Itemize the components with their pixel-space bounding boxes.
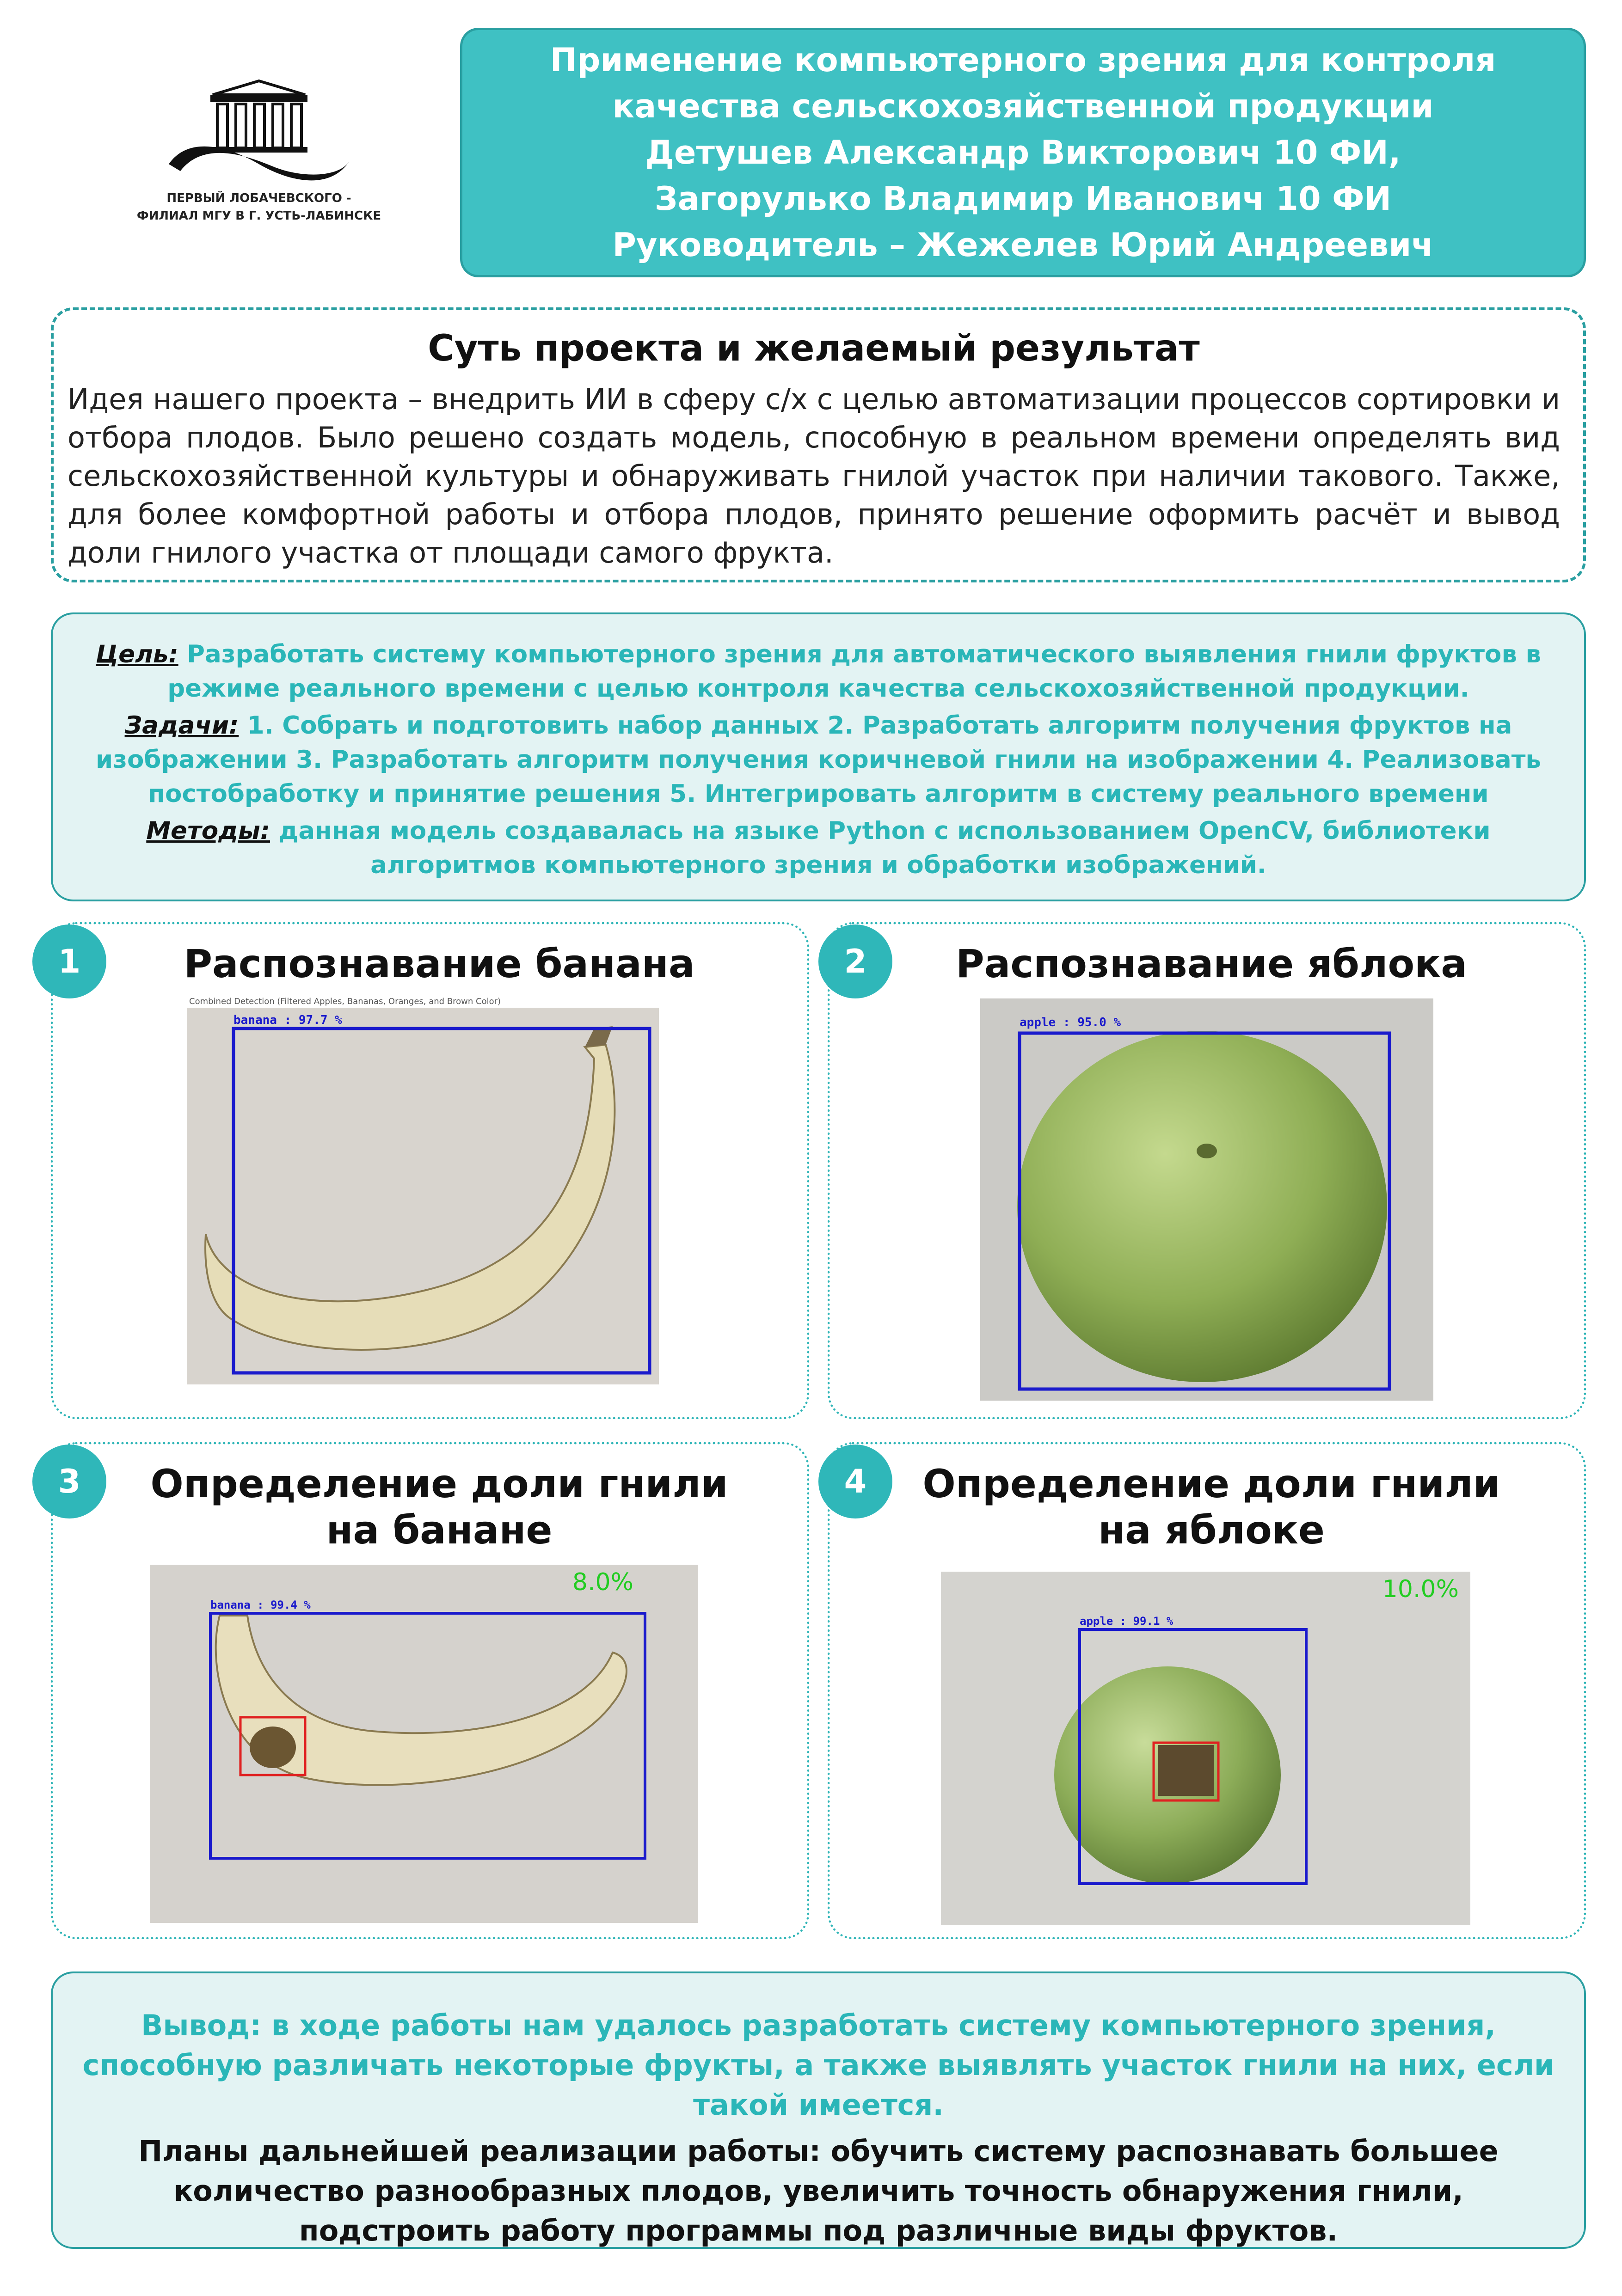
section-text: Идея нашего проекта – внедрить ИИ в сферу с/х с целью автоматизации процессов сортировки и отбора плодов. Было решено создать модель, способную в реальном времени определять вид сельскохозяйственной культуры и обнаруживать гнилой участок при наличии такового. Также, для более комфортной работы и отбора плодов, принято решение оформить расчёт и вывод доли гнилого участка от площади самого фрукта. — [68, 382, 1560, 569]
project-essence-section — [51, 307, 1586, 582]
detection-label: apple : 99.1 % — [1080, 1615, 1173, 1628]
step-number-badge: 2 — [818, 925, 892, 998]
banana-detection-photo — [187, 994, 659, 1384]
rot-percent-label: 8.0% — [572, 1568, 633, 1596]
conclusion-text: Вывод: в ходе работы нам удалось разработать систему компьютерного зрения, способную различать некоторые фрукты, а также выявлять участок гнили на них, если такой имеется. — [82, 2008, 1554, 2122]
title-banner — [460, 28, 1586, 277]
section-title: Суть проекта и желаемый результат — [428, 328, 1200, 369]
detection-label: banana : 99.4 % — [210, 1598, 311, 1611]
apple-rot-photo — [941, 1572, 1470, 1925]
banana-rot-photo — [150, 1565, 698, 1923]
rot-percent-label: 10.0% — [1382, 1575, 1459, 1603]
goal-text: Разработать систему компьютерного зрения для автоматического выявления гнили фруктов в режиме реального времени с целью контроля качества сельскохозяйственной продукции. — [167, 640, 1541, 703]
apple-detection-photo — [980, 998, 1433, 1401]
logo-caption: ПЕРВЫЙ ЛОБАЧЕВСКОГО - ФИЛИАЛ МГУ В Г. УСТЬ-ЛАБИНСКЕ — [136, 191, 381, 223]
goal-label: Цель: — [96, 640, 178, 668]
university-building-logo — [162, 79, 356, 185]
step-number-badge: 4 — [818, 1445, 892, 1518]
tasks-paragraph — [80, 709, 1556, 811]
title-line: Применение компьютерного зрения для контроля — [550, 41, 1496, 79]
panel-title: Распознавание банана — [184, 941, 695, 986]
step-number-badge: 3 — [32, 1445, 106, 1518]
methods-text: данная модель создавалась на языке Python с использованием OpenCV, библиотеки алгоритмов компьютерного зрения и обработки изображений. — [278, 817, 1491, 879]
university-logo — [116, 79, 402, 245]
step-number-badge: 1 — [32, 925, 106, 998]
authors-line: Детушев Александр Викторович 10 ФИ, — [645, 134, 1401, 171]
detection-label: apple : 95.0 % — [1020, 1016, 1121, 1029]
methods-paragraph — [80, 814, 1556, 882]
goal-paragraph — [80, 637, 1556, 706]
panel-title: Определение доли гнили на банане — [150, 1461, 728, 1553]
tasks-text: 1. Собрать и подготовить набор данных 2. Разработать алгоритм получения фруктов на изображении 3. Разработать алгоритм получения коричневой гнили на изображении 4. Реализовать постобработку и принятие решения 5. Интегрировать алгоритм в систему реального времени — [96, 711, 1541, 808]
window-caption: Combined Detection (Filtered Apples, Bananas, Oranges, and Brown Color) — [189, 997, 501, 1006]
conclusion-section — [51, 1971, 1586, 2249]
authors-line: Загорулько Владимир Иванович 10 ФИ — [654, 180, 1392, 218]
title-line: качества сельскохозяйственной продукции — [612, 87, 1434, 125]
panel-title: Распознавание яблока — [956, 941, 1467, 986]
future-plans-text: Планы дальнейшей реализации работы: обучить систему распознавать большее количество разнообразных плодов, увеличить точность обнаружения гнили, подстроить работу программы под различные виды фруктов. — [138, 2134, 1499, 2247]
tasks-label: Задачи: — [124, 711, 239, 740]
detection-label: banana : 97.7 % — [233, 1013, 342, 1027]
goals-section — [51, 612, 1586, 901]
supervisor-line: Руководитель – Жежелев Юрий Андреевич — [612, 226, 1434, 264]
methods-label: Методы: — [146, 817, 270, 845]
panel-title: Определение доли гнили на яблоке — [922, 1461, 1500, 1553]
